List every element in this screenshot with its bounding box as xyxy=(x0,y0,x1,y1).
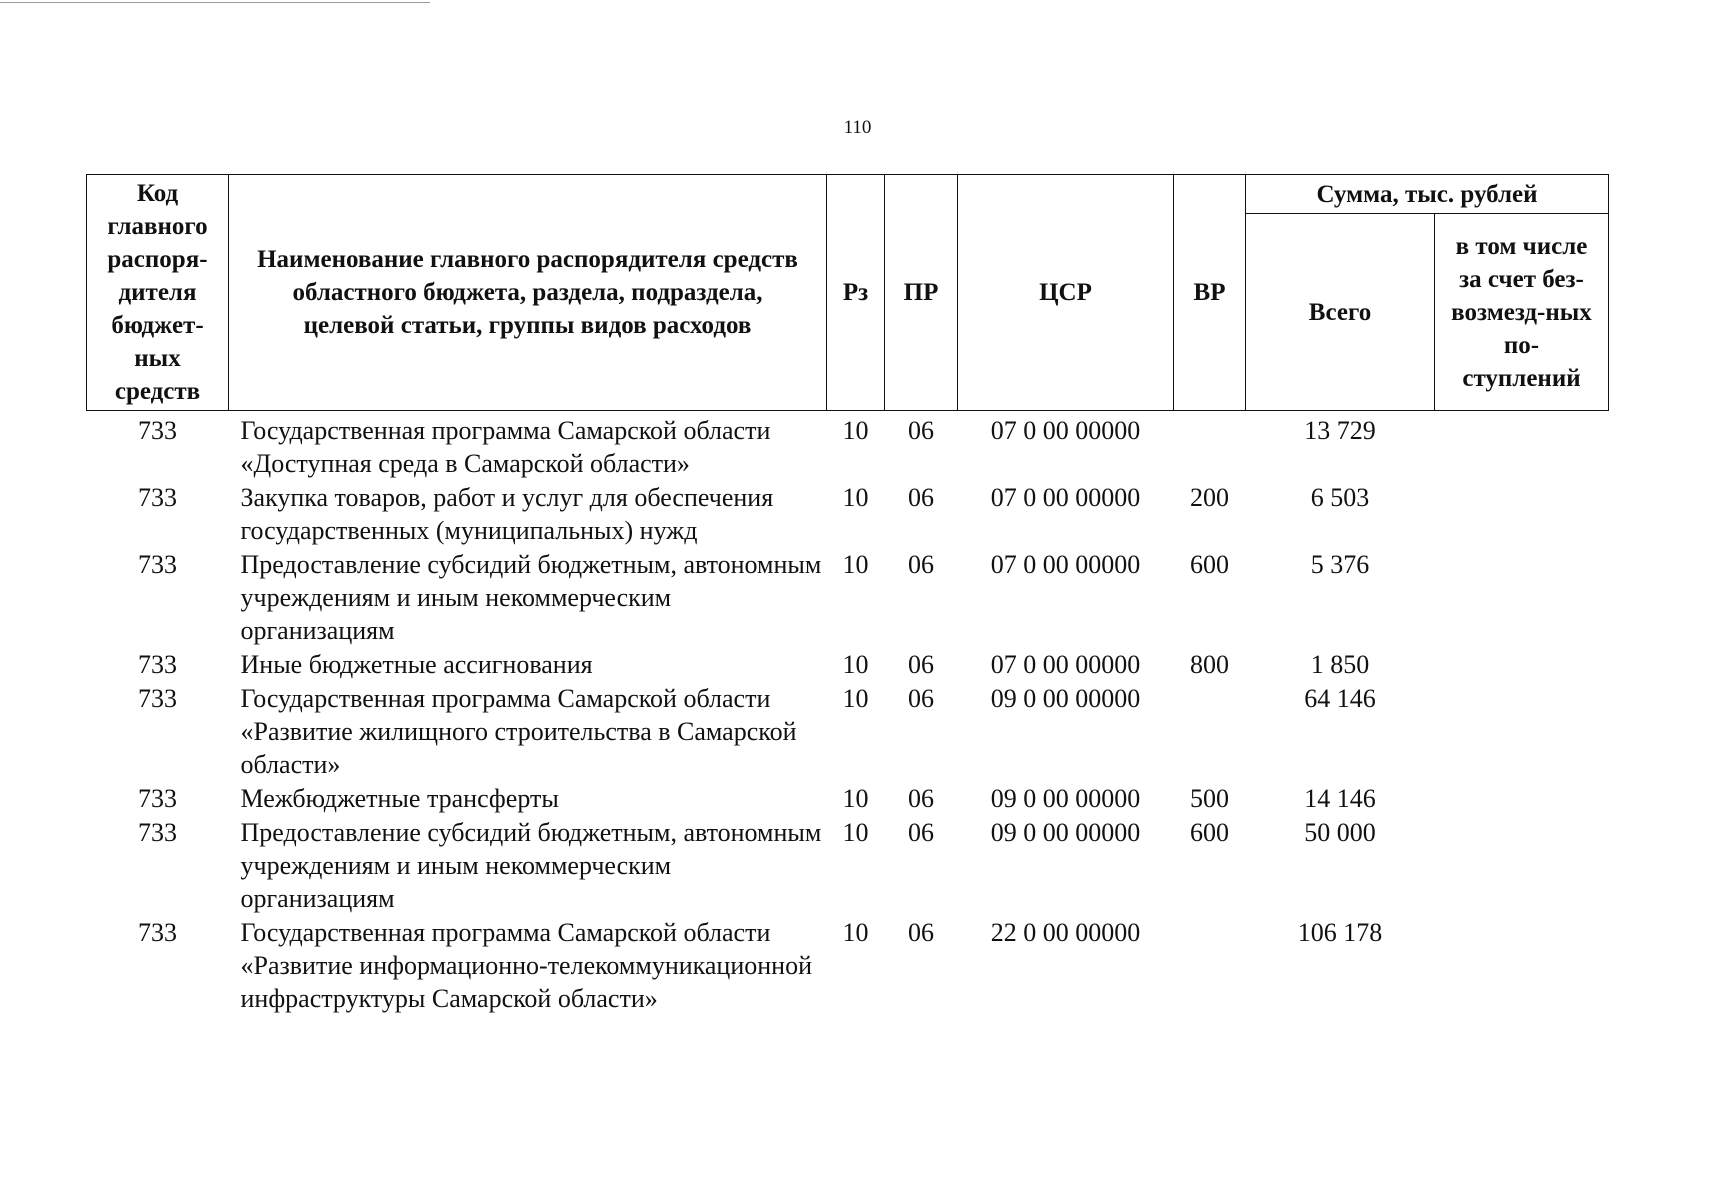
cell-free xyxy=(1435,681,1609,781)
cell-name: Закупка товаров, работ и услуг для обеспечения государственных (муниципальных) нужд xyxy=(240,483,774,545)
header-sum-group: Сумма, тыс. рублей xyxy=(1246,175,1609,214)
table-row xyxy=(87,915,1609,1015)
header-total: Всего xyxy=(1246,214,1435,411)
cell-csr: 09 0 00 00000 xyxy=(990,784,1141,813)
cell-code: 733 xyxy=(138,483,177,512)
cell-vr: 600 xyxy=(1190,818,1229,847)
cell-total: 14 146 xyxy=(1304,784,1376,813)
cell-name: Иные бюджетные ассигнования xyxy=(240,650,593,679)
cell-name: Межбюджетные трансферты xyxy=(240,784,559,813)
cell-pr: 06 xyxy=(908,650,934,679)
cell-vr xyxy=(1174,681,1246,781)
cell-code: 733 xyxy=(138,918,177,947)
table-body xyxy=(87,411,1609,1016)
table-row xyxy=(87,547,1609,647)
header-pr: ПР xyxy=(885,175,958,411)
header-code xyxy=(87,175,229,411)
header-name-label: Наименование главного распорядителя средств областного бюджета, раздела, подраздела, целевой статьи, группы видов расходов xyxy=(257,246,798,339)
cell-csr: 09 0 00 00000 xyxy=(990,684,1141,713)
cell-total: 64 146 xyxy=(1304,684,1376,713)
cell-name: Предоставление субсидий бюджетным, автономным учреждениям и иным некоммерческим организациям xyxy=(240,550,822,645)
cell-rz: 10 xyxy=(842,918,869,947)
cell-total: 6 503 xyxy=(1310,483,1370,512)
cell-code: 733 xyxy=(138,784,177,813)
cell-free xyxy=(1435,781,1609,815)
table-row xyxy=(87,647,1609,681)
cell-rz: 10 xyxy=(842,483,869,512)
scan-edge-line xyxy=(0,2,430,3)
cell-csr: 07 0 00 00000 xyxy=(990,483,1141,512)
cell-total: 13 729 xyxy=(1304,416,1376,445)
page-number: 110 xyxy=(843,117,872,138)
cell-pr: 06 xyxy=(908,818,934,847)
cell-rz: 10 xyxy=(842,784,869,813)
cell-pr: 06 xyxy=(908,684,934,713)
header-name xyxy=(229,175,827,411)
cell-free xyxy=(1435,411,1609,481)
cell-rz: 10 xyxy=(842,650,869,679)
cell-rz: 10 xyxy=(842,416,869,445)
cell-name: Предоставление субсидий бюджетным, автономным учреждениям и иным некоммерческим организациям xyxy=(240,818,822,913)
cell-vr: 800 xyxy=(1190,650,1229,679)
table-row xyxy=(87,480,1609,547)
cell-pr: 06 xyxy=(908,784,934,813)
cell-total: 50 000 xyxy=(1304,818,1376,847)
cell-rz: 10 xyxy=(842,550,869,579)
cell-free xyxy=(1435,547,1609,647)
header-code-label: Код главного распоря-дителя бюджет-ных средств xyxy=(107,180,208,405)
header-free-label: в том числе за счет без-возмезд-ных по-ступлений xyxy=(1451,232,1592,392)
cell-name: Государственная программа Самарской области «Развитие информационно-телекоммуникационной инфраструктуры Самарской области» xyxy=(240,918,813,1013)
table-row xyxy=(87,681,1609,781)
header-vr: ВР xyxy=(1174,175,1246,411)
cell-vr xyxy=(1174,411,1246,481)
cell-free xyxy=(1435,815,1609,915)
cell-vr: 500 xyxy=(1190,784,1229,813)
cell-total: 5 376 xyxy=(1310,550,1370,579)
table-row xyxy=(87,815,1609,915)
cell-vr xyxy=(1174,915,1246,1015)
header-csr: ЦСР xyxy=(958,175,1174,411)
cell-code: 733 xyxy=(138,416,177,445)
cell-free xyxy=(1435,480,1609,547)
cell-pr: 06 xyxy=(908,483,934,512)
cell-csr: 07 0 00 00000 xyxy=(990,416,1141,445)
cell-pr: 06 xyxy=(908,550,934,579)
cell-name: Государственная программа Самарской области «Доступная среда в Самарской области» xyxy=(240,416,771,478)
cell-csr: 07 0 00 00000 xyxy=(990,550,1141,579)
cell-csr: 07 0 00 00000 xyxy=(990,650,1141,679)
cell-code: 733 xyxy=(138,650,177,679)
table-row xyxy=(87,411,1609,481)
cell-csr: 22 0 00 00000 xyxy=(990,918,1141,947)
header-rz: Рз xyxy=(827,175,885,411)
cell-rz: 10 xyxy=(842,684,869,713)
table-row xyxy=(87,781,1609,815)
cell-total: 1 850 xyxy=(1310,650,1370,679)
cell-pr: 06 xyxy=(908,918,934,947)
cell-csr: 09 0 00 00000 xyxy=(990,818,1141,847)
cell-vr: 200 xyxy=(1190,483,1229,512)
header-free xyxy=(1435,214,1609,411)
cell-code: 733 xyxy=(138,550,177,579)
cell-code: 733 xyxy=(138,818,177,847)
cell-rz: 10 xyxy=(842,818,869,847)
cell-name: Государственная программа Самарской области «Развитие жилищного строительства в Самарской области» xyxy=(240,684,797,779)
cell-free xyxy=(1435,915,1609,1015)
cell-code: 733 xyxy=(138,684,177,713)
cell-vr: 600 xyxy=(1190,550,1229,579)
budget-table xyxy=(86,174,1609,1015)
cell-pr: 06 xyxy=(908,416,934,445)
cell-total: 106 178 xyxy=(1297,918,1383,947)
cell-free xyxy=(1435,647,1609,681)
